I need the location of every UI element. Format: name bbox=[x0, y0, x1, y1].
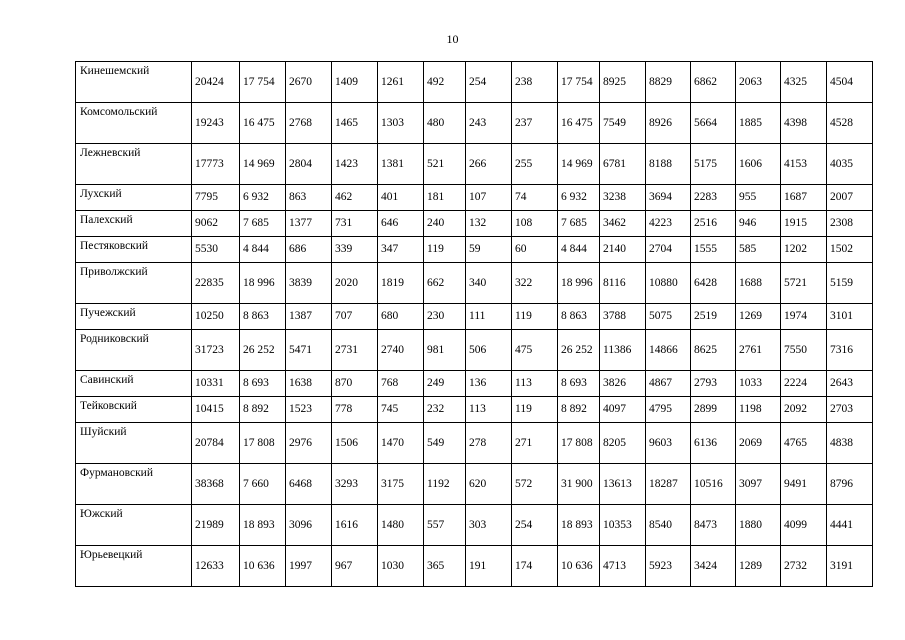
value-cell: 8 863 bbox=[240, 304, 286, 330]
value-cell: 2063 bbox=[736, 62, 781, 103]
value-cell: 8925 bbox=[600, 62, 646, 103]
table-row bbox=[76, 304, 873, 330]
table-row bbox=[76, 397, 873, 423]
value-cell: 10 636 bbox=[558, 546, 600, 587]
value-cell: 6781 bbox=[600, 144, 646, 185]
value-cell: 191 bbox=[466, 546, 512, 587]
district-statistics-table bbox=[75, 61, 873, 587]
district-name-cell: Фурмановский bbox=[76, 464, 192, 505]
value-cell: 59 bbox=[466, 237, 512, 263]
table-row bbox=[76, 505, 873, 546]
value-cell: 1030 bbox=[378, 546, 424, 587]
table-row bbox=[76, 330, 873, 371]
value-cell: 8188 bbox=[646, 144, 691, 185]
value-cell: 8625 bbox=[691, 330, 736, 371]
value-cell: 303 bbox=[466, 505, 512, 546]
value-cell: 11386 bbox=[600, 330, 646, 371]
value-cell: 18287 bbox=[646, 464, 691, 505]
value-cell: 238 bbox=[512, 62, 558, 103]
value-cell: 18 893 bbox=[240, 505, 286, 546]
value-cell: 5923 bbox=[646, 546, 691, 587]
value-cell: 14866 bbox=[646, 330, 691, 371]
value-cell: 8 892 bbox=[240, 397, 286, 423]
value-cell: 778 bbox=[332, 397, 378, 423]
value-cell: 1997 bbox=[286, 546, 332, 587]
value-cell: 119 bbox=[424, 237, 466, 263]
value-cell: 8540 bbox=[646, 505, 691, 546]
value-cell: 1885 bbox=[736, 103, 781, 144]
value-cell: 38368 bbox=[192, 464, 240, 505]
value-cell: 8926 bbox=[646, 103, 691, 144]
value-cell: 6428 bbox=[691, 263, 736, 304]
value-cell: 8116 bbox=[600, 263, 646, 304]
table-row bbox=[76, 185, 873, 211]
value-cell: 240 bbox=[424, 211, 466, 237]
value-cell: 1381 bbox=[378, 144, 424, 185]
district-name-cell: Лежневский bbox=[76, 144, 192, 185]
value-cell: 521 bbox=[424, 144, 466, 185]
value-cell: 3175 bbox=[378, 464, 424, 505]
value-cell: 2731 bbox=[332, 330, 378, 371]
value-cell: 17 754 bbox=[240, 62, 286, 103]
value-cell: 108 bbox=[512, 211, 558, 237]
value-cell: 3191 bbox=[827, 546, 873, 587]
value-cell: 4099 bbox=[781, 505, 827, 546]
value-cell: 4 844 bbox=[240, 237, 286, 263]
value-cell: 21989 bbox=[192, 505, 240, 546]
value-cell: 1377 bbox=[286, 211, 332, 237]
value-cell: 3694 bbox=[646, 185, 691, 211]
district-name-cell: Шуйский bbox=[76, 423, 192, 464]
value-cell: 1687 bbox=[781, 185, 827, 211]
value-cell: 3293 bbox=[332, 464, 378, 505]
value-cell: 22835 bbox=[192, 263, 240, 304]
value-cell: 2643 bbox=[827, 371, 873, 397]
district-name-cell: Палехский bbox=[76, 211, 192, 237]
value-cell: 243 bbox=[466, 103, 512, 144]
value-cell: 7316 bbox=[827, 330, 873, 371]
value-cell: 132 bbox=[466, 211, 512, 237]
district-name-cell: Родниковский bbox=[76, 330, 192, 371]
value-cell: 6468 bbox=[286, 464, 332, 505]
value-cell: 12633 bbox=[192, 546, 240, 587]
value-cell: 14 969 bbox=[240, 144, 286, 185]
district-name-cell: Савинский bbox=[76, 371, 192, 397]
value-cell: 4795 bbox=[646, 397, 691, 423]
value-cell: 557 bbox=[424, 505, 466, 546]
value-cell: 174 bbox=[512, 546, 558, 587]
table-row bbox=[76, 464, 873, 505]
value-cell: 113 bbox=[512, 371, 558, 397]
value-cell: 26 252 bbox=[240, 330, 286, 371]
value-cell: 9491 bbox=[781, 464, 827, 505]
value-cell: 365 bbox=[424, 546, 466, 587]
value-cell: 2670 bbox=[286, 62, 332, 103]
value-cell: 1506 bbox=[332, 423, 378, 464]
value-cell: 946 bbox=[736, 211, 781, 237]
value-cell: 8 863 bbox=[558, 304, 600, 330]
value-cell: 1261 bbox=[378, 62, 424, 103]
value-cell: 4838 bbox=[827, 423, 873, 464]
value-cell: 4867 bbox=[646, 371, 691, 397]
district-name-cell: Пестяковский bbox=[76, 237, 192, 263]
value-cell: 237 bbox=[512, 103, 558, 144]
value-cell: 2069 bbox=[736, 423, 781, 464]
district-name-cell: Пучежский bbox=[76, 304, 192, 330]
value-cell: 1409 bbox=[332, 62, 378, 103]
value-cell: 5471 bbox=[286, 330, 332, 371]
value-cell: 2007 bbox=[827, 185, 873, 211]
value-cell: 14 969 bbox=[558, 144, 600, 185]
value-cell: 136 bbox=[466, 371, 512, 397]
value-cell: 10 636 bbox=[240, 546, 286, 587]
value-cell: 10250 bbox=[192, 304, 240, 330]
value-cell: 506 bbox=[466, 330, 512, 371]
value-cell: 1198 bbox=[736, 397, 781, 423]
value-cell: 1523 bbox=[286, 397, 332, 423]
value-cell: 4325 bbox=[781, 62, 827, 103]
value-cell: 7795 bbox=[192, 185, 240, 211]
value-cell: 4153 bbox=[781, 144, 827, 185]
value-cell: 347 bbox=[378, 237, 424, 263]
value-cell: 475 bbox=[512, 330, 558, 371]
value-cell: 955 bbox=[736, 185, 781, 211]
table-row bbox=[76, 371, 873, 397]
value-cell: 462 bbox=[332, 185, 378, 211]
value-cell: 6136 bbox=[691, 423, 736, 464]
value-cell: 4504 bbox=[827, 62, 873, 103]
value-cell: 8829 bbox=[646, 62, 691, 103]
value-cell: 731 bbox=[332, 211, 378, 237]
value-cell: 1480 bbox=[378, 505, 424, 546]
value-cell: 4398 bbox=[781, 103, 827, 144]
table-row bbox=[76, 237, 873, 263]
value-cell: 60 bbox=[512, 237, 558, 263]
value-cell: 7549 bbox=[600, 103, 646, 144]
value-cell: 549 bbox=[424, 423, 466, 464]
value-cell: 2732 bbox=[781, 546, 827, 587]
value-cell: 4441 bbox=[827, 505, 873, 546]
value-cell: 1192 bbox=[424, 464, 466, 505]
table-row bbox=[76, 144, 873, 185]
value-cell: 107 bbox=[466, 185, 512, 211]
value-cell: 4223 bbox=[646, 211, 691, 237]
value-cell: 680 bbox=[378, 304, 424, 330]
value-cell: 401 bbox=[378, 185, 424, 211]
value-cell: 4 844 bbox=[558, 237, 600, 263]
value-cell: 19243 bbox=[192, 103, 240, 144]
value-cell: 686 bbox=[286, 237, 332, 263]
value-cell: 17 754 bbox=[558, 62, 600, 103]
value-cell: 1465 bbox=[332, 103, 378, 144]
value-cell: 2976 bbox=[286, 423, 332, 464]
value-cell: 1202 bbox=[781, 237, 827, 263]
value-cell: 6862 bbox=[691, 62, 736, 103]
value-cell: 16 475 bbox=[240, 103, 286, 144]
value-cell: 5175 bbox=[691, 144, 736, 185]
value-cell: 620 bbox=[466, 464, 512, 505]
value-cell: 2092 bbox=[781, 397, 827, 423]
value-cell: 2140 bbox=[600, 237, 646, 263]
value-cell: 2308 bbox=[827, 211, 873, 237]
value-cell: 7 660 bbox=[240, 464, 286, 505]
value-cell: 3826 bbox=[600, 371, 646, 397]
value-cell: 2761 bbox=[736, 330, 781, 371]
value-cell: 3839 bbox=[286, 263, 332, 304]
value-cell: 6 932 bbox=[240, 185, 286, 211]
value-cell: 13613 bbox=[600, 464, 646, 505]
value-cell: 768 bbox=[378, 371, 424, 397]
value-cell: 17 808 bbox=[240, 423, 286, 464]
value-cell: 8 693 bbox=[240, 371, 286, 397]
value-cell: 3101 bbox=[827, 304, 873, 330]
value-cell: 340 bbox=[466, 263, 512, 304]
value-cell: 10880 bbox=[646, 263, 691, 304]
value-cell: 2793 bbox=[691, 371, 736, 397]
value-cell: 572 bbox=[512, 464, 558, 505]
value-cell: 2740 bbox=[378, 330, 424, 371]
value-cell: 646 bbox=[378, 211, 424, 237]
value-cell: 119 bbox=[512, 304, 558, 330]
value-cell: 8 693 bbox=[558, 371, 600, 397]
value-cell: 585 bbox=[736, 237, 781, 263]
value-cell: 480 bbox=[424, 103, 466, 144]
value-cell: 870 bbox=[332, 371, 378, 397]
value-cell: 981 bbox=[424, 330, 466, 371]
value-cell: 17773 bbox=[192, 144, 240, 185]
value-cell: 3462 bbox=[600, 211, 646, 237]
value-cell: 2804 bbox=[286, 144, 332, 185]
value-cell: 1974 bbox=[781, 304, 827, 330]
value-cell: 10331 bbox=[192, 371, 240, 397]
value-cell: 3424 bbox=[691, 546, 736, 587]
value-cell: 492 bbox=[424, 62, 466, 103]
value-cell: 1423 bbox=[332, 144, 378, 185]
value-cell: 20424 bbox=[192, 62, 240, 103]
value-cell: 1033 bbox=[736, 371, 781, 397]
table-row bbox=[76, 211, 873, 237]
value-cell: 707 bbox=[332, 304, 378, 330]
district-name-cell: Кинешемский bbox=[76, 62, 192, 103]
value-cell: 232 bbox=[424, 397, 466, 423]
value-cell: 1606 bbox=[736, 144, 781, 185]
value-cell: 5075 bbox=[646, 304, 691, 330]
value-cell: 278 bbox=[466, 423, 512, 464]
value-cell: 10516 bbox=[691, 464, 736, 505]
district-name-cell: Юрьевецкий bbox=[76, 546, 192, 587]
district-name-cell: Приволжский bbox=[76, 263, 192, 304]
district-name-cell: Лухский bbox=[76, 185, 192, 211]
value-cell: 255 bbox=[512, 144, 558, 185]
value-cell: 8205 bbox=[600, 423, 646, 464]
value-cell: 9062 bbox=[192, 211, 240, 237]
page-number: 10 bbox=[446, 32, 459, 46]
district-name-cell: Южский bbox=[76, 505, 192, 546]
value-cell: 249 bbox=[424, 371, 466, 397]
value-cell: 111 bbox=[466, 304, 512, 330]
table-row bbox=[76, 62, 873, 103]
value-cell: 2020 bbox=[332, 263, 378, 304]
value-cell: 10353 bbox=[600, 505, 646, 546]
value-cell: 1555 bbox=[691, 237, 736, 263]
table-row bbox=[76, 423, 873, 464]
value-cell: 113 bbox=[466, 397, 512, 423]
value-cell: 4035 bbox=[827, 144, 873, 185]
value-cell: 31 900 bbox=[558, 464, 600, 505]
value-cell: 1819 bbox=[378, 263, 424, 304]
value-cell: 1502 bbox=[827, 237, 873, 263]
value-cell: 2704 bbox=[646, 237, 691, 263]
value-cell: 662 bbox=[424, 263, 466, 304]
value-cell: 6 932 bbox=[558, 185, 600, 211]
value-cell: 1269 bbox=[736, 304, 781, 330]
value-cell: 8796 bbox=[827, 464, 873, 505]
value-cell: 271 bbox=[512, 423, 558, 464]
value-cell: 7550 bbox=[781, 330, 827, 371]
value-cell: 74 bbox=[512, 185, 558, 211]
value-cell: 5664 bbox=[691, 103, 736, 144]
value-cell: 31723 bbox=[192, 330, 240, 371]
value-cell: 119 bbox=[512, 397, 558, 423]
value-cell: 254 bbox=[466, 62, 512, 103]
value-cell: 4097 bbox=[600, 397, 646, 423]
value-cell: 7 685 bbox=[558, 211, 600, 237]
value-cell: 254 bbox=[512, 505, 558, 546]
value-cell: 1303 bbox=[378, 103, 424, 144]
value-cell: 1880 bbox=[736, 505, 781, 546]
value-cell: 2768 bbox=[286, 103, 332, 144]
value-cell: 3788 bbox=[600, 304, 646, 330]
district-name-cell: Тейковский bbox=[76, 397, 192, 423]
value-cell: 4528 bbox=[827, 103, 873, 144]
value-cell: 2516 bbox=[691, 211, 736, 237]
value-cell: 1688 bbox=[736, 263, 781, 304]
value-cell: 2899 bbox=[691, 397, 736, 423]
value-cell: 16 475 bbox=[558, 103, 600, 144]
value-cell: 230 bbox=[424, 304, 466, 330]
value-cell: 3096 bbox=[286, 505, 332, 546]
value-cell: 8473 bbox=[691, 505, 736, 546]
value-cell: 10415 bbox=[192, 397, 240, 423]
district-name-cell: Комсомольский bbox=[76, 103, 192, 144]
value-cell: 266 bbox=[466, 144, 512, 185]
value-cell: 967 bbox=[332, 546, 378, 587]
value-cell: 4713 bbox=[600, 546, 646, 587]
value-cell: 2224 bbox=[781, 371, 827, 397]
table-row bbox=[76, 546, 873, 587]
table-row bbox=[76, 103, 873, 144]
value-cell: 1470 bbox=[378, 423, 424, 464]
value-cell: 18 893 bbox=[558, 505, 600, 546]
value-cell: 1638 bbox=[286, 371, 332, 397]
value-cell: 8 892 bbox=[558, 397, 600, 423]
value-cell: 1915 bbox=[781, 211, 827, 237]
value-cell: 3097 bbox=[736, 464, 781, 505]
value-cell: 18 996 bbox=[240, 263, 286, 304]
value-cell: 5530 bbox=[192, 237, 240, 263]
value-cell: 5159 bbox=[827, 263, 873, 304]
value-cell: 339 bbox=[332, 237, 378, 263]
value-cell: 2283 bbox=[691, 185, 736, 211]
value-cell: 5721 bbox=[781, 263, 827, 304]
value-cell: 7 685 bbox=[240, 211, 286, 237]
table-row bbox=[76, 263, 873, 304]
value-cell: 4765 bbox=[781, 423, 827, 464]
value-cell: 1387 bbox=[286, 304, 332, 330]
value-cell: 2519 bbox=[691, 304, 736, 330]
value-cell: 18 996 bbox=[558, 263, 600, 304]
value-cell: 181 bbox=[424, 185, 466, 211]
value-cell: 322 bbox=[512, 263, 558, 304]
value-cell: 9603 bbox=[646, 423, 691, 464]
value-cell: 863 bbox=[286, 185, 332, 211]
value-cell: 1289 bbox=[736, 546, 781, 587]
value-cell: 3238 bbox=[600, 185, 646, 211]
value-cell: 2703 bbox=[827, 397, 873, 423]
value-cell: 20784 bbox=[192, 423, 240, 464]
value-cell: 745 bbox=[378, 397, 424, 423]
value-cell: 26 252 bbox=[558, 330, 600, 371]
value-cell: 17 808 bbox=[558, 423, 600, 464]
value-cell: 1616 bbox=[332, 505, 378, 546]
